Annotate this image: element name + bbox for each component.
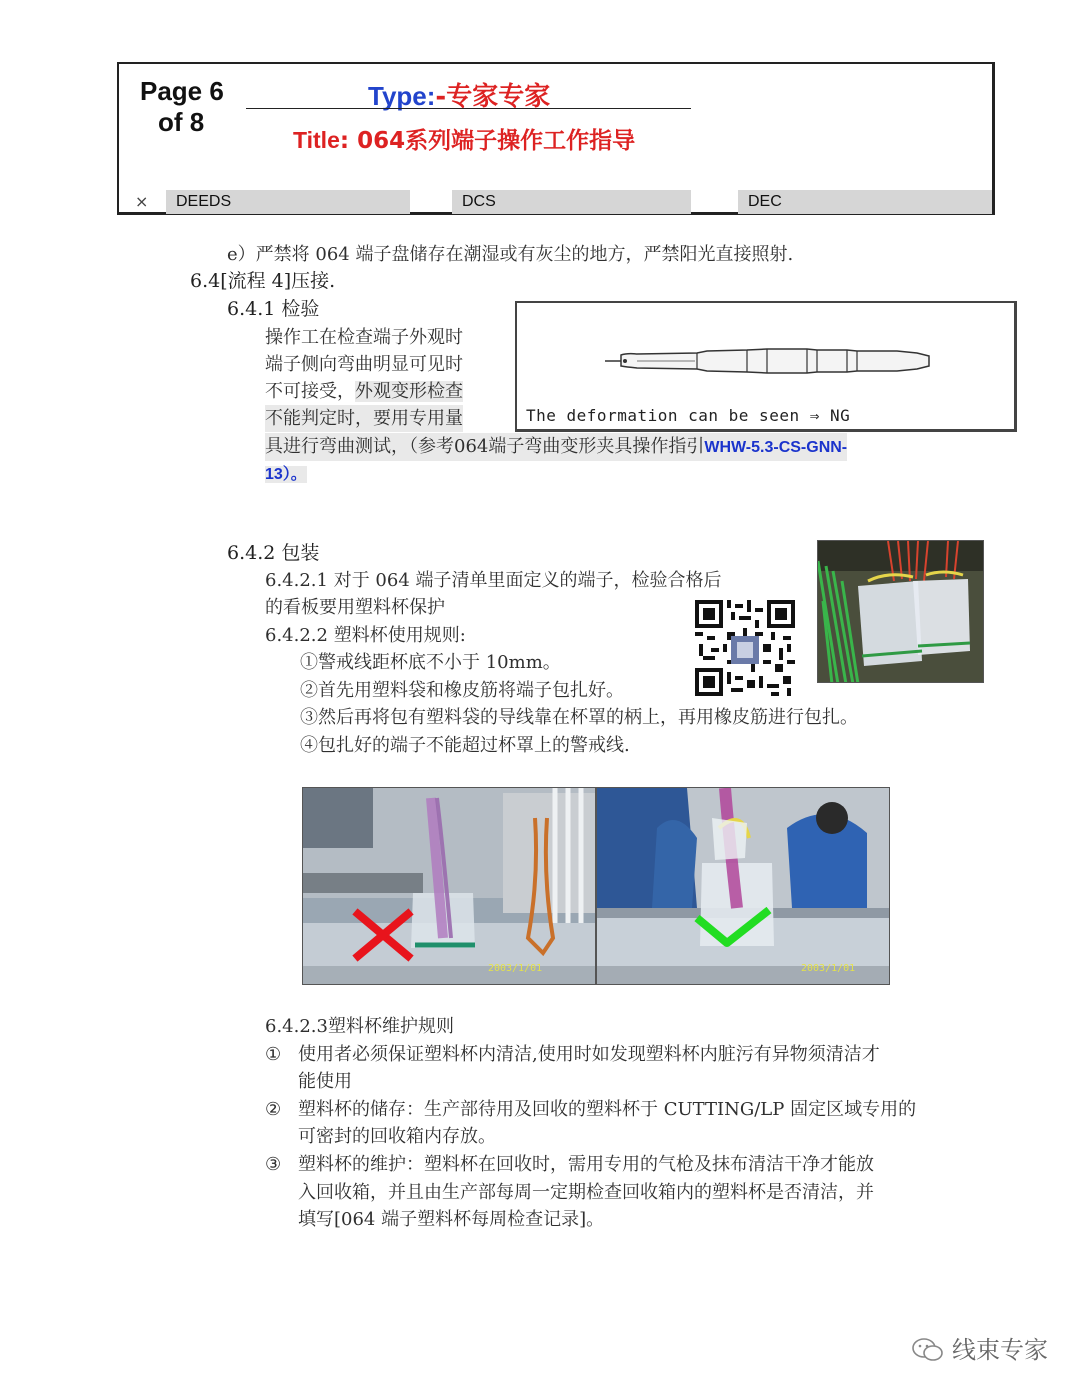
wechat-icon [912,1338,944,1362]
inspect-line: 端子侧向弯曲明显可见时 [265,354,463,375]
watermark-text: 线束专家 [952,1336,1048,1364]
section-6-4-1: 6.4.1 检验 [227,298,320,320]
inspect-line-part: 具进行弯曲测试，（参考064端子弯曲变形夹具操作指引 [265,436,705,457]
maint-line: 可密封的回收箱内存放。 [298,1126,496,1147]
maint-line: 入回收箱，并且由生产部每周一定期检查回收箱内的塑料杯是否清洁，并 [298,1182,874,1203]
inspect-line [265,433,847,461]
page-number [140,76,240,138]
maint-num: ③ [265,1154,282,1175]
type-label: Type: [368,81,436,111]
cup-photo [817,540,984,683]
header-divider [246,108,691,109]
inspect-line-part: 不可接受， [265,381,355,402]
pack-line: 6.4.2.1 对于 064 端子清单里面定义的端子，检验合格后 [265,570,722,591]
type-value: -专家专家 [435,82,551,112]
inspect-highlight: 外观变形检查 [355,381,463,402]
inspect-line [265,378,463,405]
page-number-line1: Page 6 [140,76,224,106]
reference-code-end: 13）。 [265,466,307,483]
ng-photo-image [303,788,596,985]
dept-dec: DEC [738,190,992,214]
pack-rule: ③然后再将包有塑料袋的导线靠在杯罩的柄上，再用橡皮筋进行包扎。 [300,707,858,728]
dept-dcs: DCS [452,190,691,214]
maint-line: 能使用 [298,1071,352,1092]
ok-photo-image [597,788,890,985]
reference-code: WHW-5.3-CS-GNN- [704,439,848,456]
cup-photo-image [818,541,984,683]
ok-photo [596,787,890,985]
ok-photo-date: 2003/1/01 [801,963,856,974]
dept-deeds: DEEDS [166,190,410,214]
section-6-4-2: 6.4.2 包装 [227,542,320,564]
pack-rule: ②首先用塑料袋和橡皮筋将端子包扎好。 [300,680,624,701]
section-6-4: 6.4[流程 4]压接. [190,270,336,292]
title-value: : 064系列端子操作工作指导 [339,128,636,154]
qr-code-image [695,600,795,696]
ng-photo-date: 2003/1/01 [488,963,543,974]
maint-num: ② [265,1099,282,1120]
maint-num: ① [265,1044,282,1065]
pack-rule: ①警戒线距杯底不小于 10mm。 [300,652,561,673]
maint-line: 使用者必须保证塑料杯内清洁,使用时如发现塑料杯内脏污有异物须清洁才 [298,1044,880,1065]
item-e: e）严禁将 064 端子盘储存在潮湿或有灰尘的地方，严禁阳光直接照射. [227,244,794,265]
pack-line: 6.4.2.2 塑料杯使用规则: [265,625,466,646]
figure-caption: The deformation can be seen ⇒ NG [526,406,851,425]
maint-line: 塑料杯的储存：生产部待用及回收的塑料杯于 CUTTING/LP 固定区域专用的 [298,1099,917,1120]
pack-line: 的看板要用塑料杯保护 [265,597,445,618]
close-icon: × [135,192,149,211]
maint-line: 填写[064 端子塑料杯每周检查记录]。 [298,1209,605,1230]
title-label: Title [293,127,340,153]
inspect-line: 不能判定时，要用专用量 [265,405,463,432]
watermark [912,1330,1048,1365]
inspect-line [265,460,307,488]
qr-code[interactable] [695,600,795,696]
maint-title: 6.4.2.3塑料杯维护规则 [265,1016,454,1037]
ng-photo [302,787,596,985]
page-number-line2: of 8 [158,107,205,137]
maint-line: 塑料杯的维护：塑料杯在回收时，需用专用的气枪及抹布清洁干净才能放 [298,1154,874,1175]
inspect-line: 操作工在检查端子外观时 [265,327,463,348]
doc-title [293,122,635,155]
pack-rule: ④包扎好的端子不能超过杯罩上的警戒线. [300,735,630,756]
